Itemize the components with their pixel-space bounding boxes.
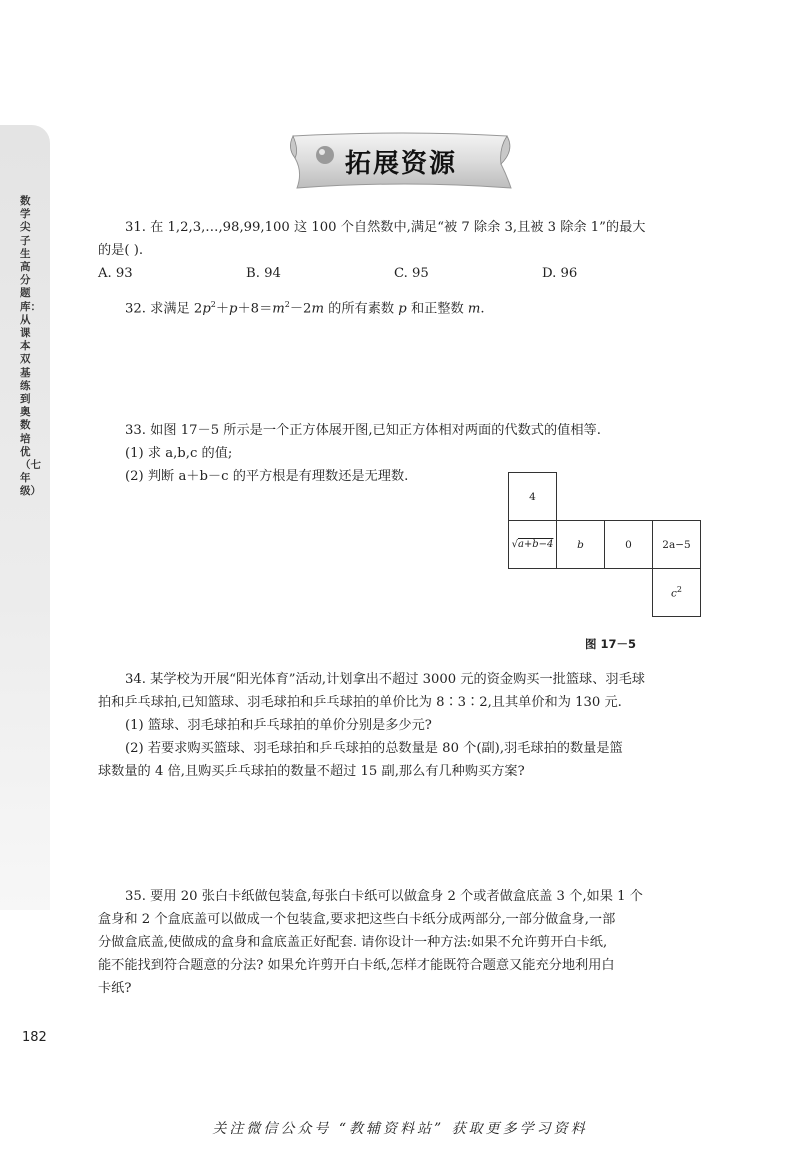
net-cell-sqrt: √a+b−4	[508, 520, 557, 569]
question-34-part2a: (2) 若要求购买篮球、羽毛球拍和乒乓球拍的总数量是 80 个(副),羽毛球拍的数量是篮	[125, 741, 623, 756]
page-number: 182	[22, 1030, 47, 1045]
question-35-line2: 盒身和 2 个盒底盖可以做成一个包装盒,要求把这些白卡纸分成两部分,一部分做盒身,一部	[98, 912, 616, 927]
book-title-vertical: 数学尖子生高分题库：从课本双基练到奥数培优（七年级）	[20, 195, 41, 498]
question-31-options	[98, 262, 718, 285]
question-35-line4: 能不能找到符合题意的分法? 如果允许剪开白卡纸,怎样才能既符合题意又能充分地利用白	[98, 958, 615, 973]
question-35	[98, 885, 718, 1000]
footer-note: 关注微信公众号 “教辅资料站” 获取更多学习资料	[212, 1121, 588, 1137]
question-33-part1: (1) 求 a,b,c 的值;	[125, 446, 233, 461]
question-31-line1: 31. 在 1,2,3,…,98,99,100 这 100 个自然数中,满足“被 7 除余 3,且被 3 除余 1”的最大	[125, 220, 646, 235]
net-cell-b: b	[556, 520, 605, 569]
net-cell-zero: 0	[604, 520, 653, 569]
section-title: 拓展资源	[345, 149, 458, 179]
question-34-line1: 34. 某学校为开展“阳光体育”活动,计划拿出不超过 3000 元的资金购买一批篮球、羽毛球	[125, 672, 645, 687]
question-35-line5: 卡纸?	[98, 981, 132, 996]
question-34-part2b: 球数量的 4 倍,且购买乒乓球拍的数量不超过 15 副,那么有几种购买方案?	[98, 764, 525, 779]
question-33-line1: 33. 如图 17－5 所示是一个正方体展开图,已知正方体相对两面的代数式的值相等.	[125, 423, 601, 438]
option-c: C. 95	[394, 266, 429, 281]
question-33	[98, 419, 718, 488]
question-33-part2: (2) 判断 a＋b－c 的平方根是有理数还是无理数.	[125, 469, 409, 484]
option-d: D. 96	[542, 266, 578, 281]
question-31	[98, 216, 718, 285]
net-cell-expr: 2a−5	[652, 520, 701, 569]
net-cell-c-squared: $c^2$	[652, 568, 701, 617]
question-35-line3: 分做盒底盖,使做成的盒身和盒底盖正好配套. 请你设计一种方法:如果不允许剪开白卡纸,	[98, 935, 608, 950]
question-34-part1: (1) 篮球、羽毛球拍和乒乓球拍的单价分别是多少元?	[125, 718, 432, 733]
figure-caption: 图 17－5	[585, 637, 637, 651]
question-34	[98, 668, 718, 783]
net-cell-top: 4	[508, 472, 557, 521]
option-a: A. 93	[98, 266, 133, 281]
option-b: B. 94	[246, 266, 281, 281]
question-34-line2: 拍和乒乓球拍,已知篮球、羽毛球拍和乒乓球拍的单价比为 8∶3∶2,且其单价和为 130 元.	[98, 695, 622, 710]
question-32: 32. 求满足 $2p^2+p+8=m^2-2m$ 的所有素数 p 和正整数 m.	[125, 300, 485, 317]
question-35-line1: 35. 要用 20 张白卡纸做包装盒,每张白卡纸可以做盒身 2 个或者做盒底盖 3 个,如果 1 个	[125, 889, 643, 904]
question-31-line2: 的是( ).	[98, 243, 144, 258]
